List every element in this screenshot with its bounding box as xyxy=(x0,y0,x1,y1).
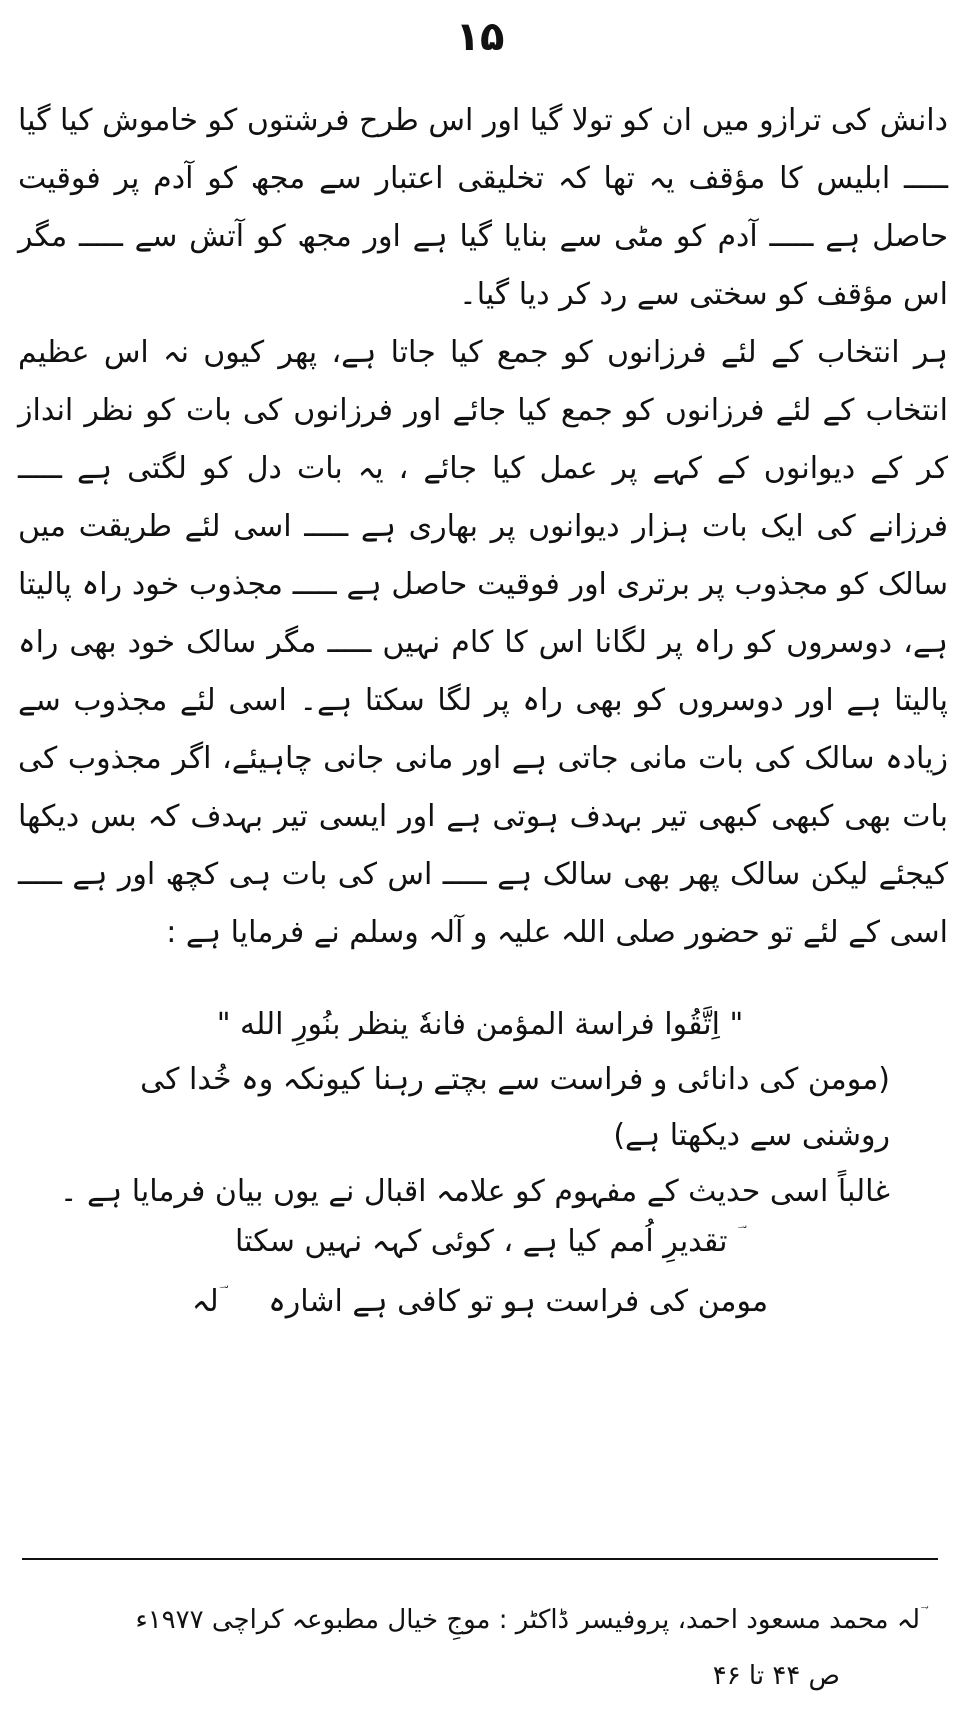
hadith-quote: " اِتَّقُوا فراسة المؤمن فانهٗ ینظر بنُورِ الله " xyxy=(216,1007,744,1042)
footnote-reference: ؔلہ xyxy=(191,1284,219,1319)
verse-text-2: مومن کی فراست ہو تو کافی ہے اشارہ xyxy=(268,1284,769,1319)
body-text xyxy=(18,92,948,962)
page-number: ۱۵ xyxy=(455,14,505,60)
paragraph-1: دانش کی ترازو میں ان کو تولا گیا اور اس طرح فرشتوں کو خاموش کیا گیا ـــــ ابلیس کا مؤقف یہ تھا کہ تخلیقی اعتبار سے مجھ کو آدم پر فوقیت حاصل ہے ـــــ آدم کو مٹی سے بنایا گیا ہے اور مجھ کو آتش سے ـــــ مگر اس مؤقف کو سختی سے رد کر دیا گیا۔ xyxy=(18,103,948,312)
footnote-line-1 xyxy=(60,1592,920,1648)
translation-line-2: غالباً اسی حدیث کے مفہوم کو علامہ اقبال نے یوں بیان فرمایا ہے ۔ xyxy=(59,1174,890,1209)
footnote-divider xyxy=(22,1558,938,1560)
footnote-pages: ص ۴۴ تا ۴۶ xyxy=(712,1661,840,1691)
verse-line-1 xyxy=(0,1222,960,1262)
footnote xyxy=(60,1592,920,1704)
paragraph-2: ہر انتخاب کے لئے فرزانوں کو جمع کیا جاتا ہے، پھر کیوں نہ اس عظیم انتخاب کے لئے فرزانوں کو جمع کیا جائے اور فرزانوں کی بات کو نظر انداز کر کے دیوانوں کے کہے پر عمل کیا جائے ، یہ بات دل کو لگتی ہے ـــــ فرزانے کی ایک بات ہزار دیوانوں پر بھاری ہے ـــــ اسی لئے طریقت میں سالک کو مجذوب پر برتری اور فوقیت حاصل ہے ـــــ مجذوب خود راہ پالیتا ہے، دوسروں کو راہ پر لگانا اس کا کام نہیں ـــــ مگر سالک خود بھی راہ پالیتا ہے اور دوسروں کو بھی راہ پر لگا سکتا ہے۔ اسی لئے مجذوب سے زیادہ سالک کی بات مانی جاتی ہے اور مانی جانی چاہیئے، اگر مجذوب کی بات بھی کبھی کبھی تیر بہدف ہوتی ہے اور ایسی تیر بہدف کہ بس دیکھا کیجئے لیکن سالک پھر بھی سالک ہے ـــــ اس کی بات ہی کچھ اور ہے ـــــ اسی کے لئے تو حضور صلی اللہ علیہ و آلہ وسلم نے فرمایا ہے : xyxy=(18,335,948,950)
translation-block xyxy=(50,1052,890,1220)
verse-text-1: تقدیرِ اُمم کیا ہے ، کوئی کہہ نہیں سکتا xyxy=(235,1224,728,1259)
footnote-marker: ؔلہ xyxy=(896,1605,920,1635)
verse-line-2 xyxy=(0,1282,960,1322)
footnote-citation: محمد مسعود احمد، پروفیسر ڈاکٹر : موجِ خیال مطبوعہ کراچی ۱۹۷۷ء xyxy=(135,1605,889,1635)
translation-line-1: (مومن کی دانائی و فراست سے بچتے رہنا کیونکہ وہ خُدا کی روشنی سے دیکھتا ہے) xyxy=(140,1062,890,1153)
